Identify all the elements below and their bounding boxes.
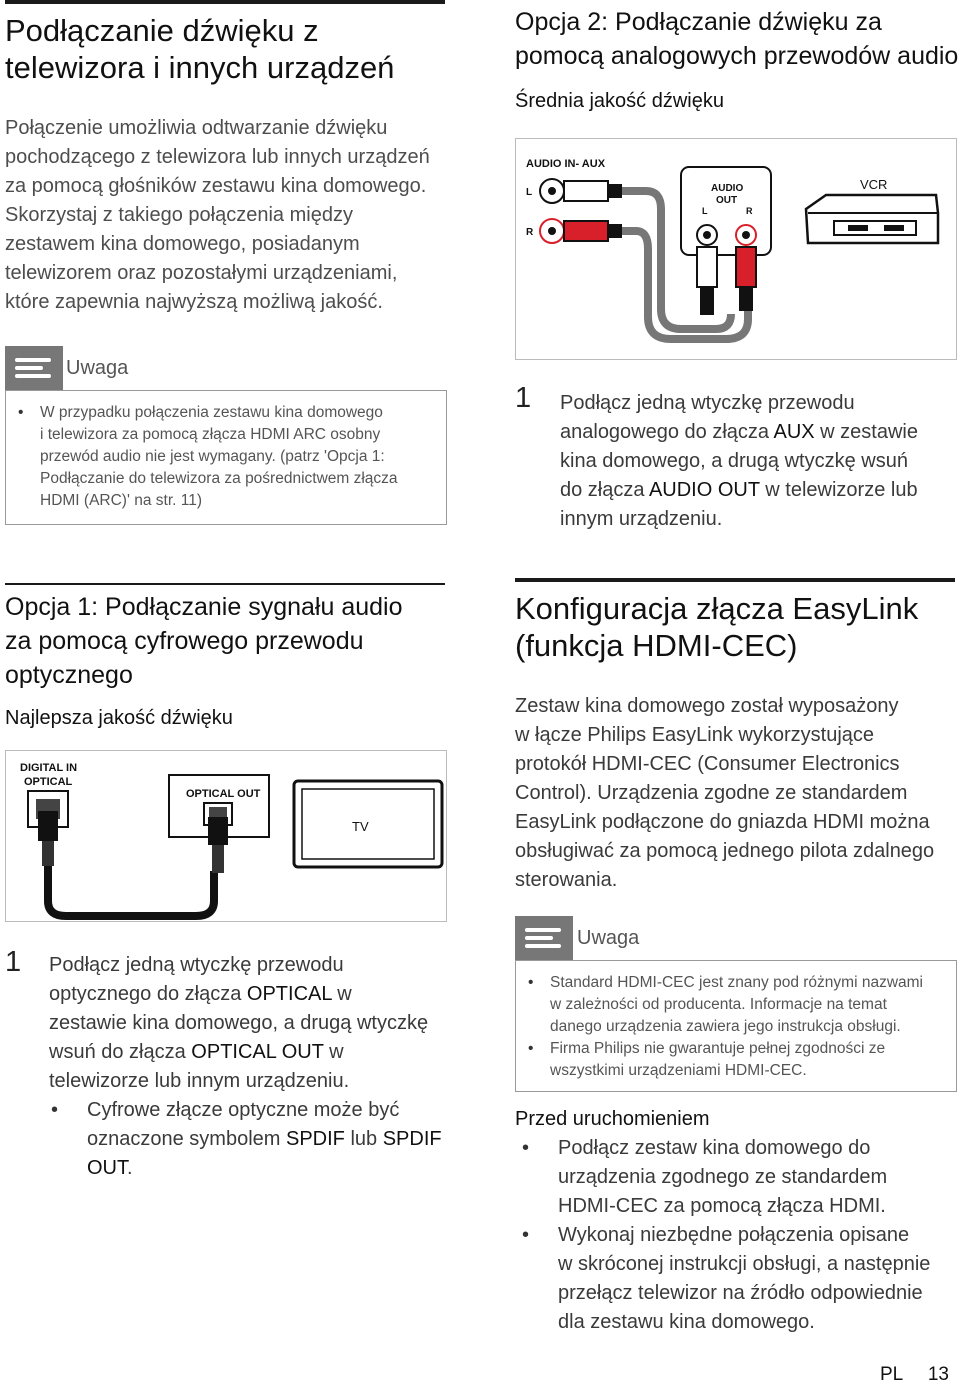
easylink-heading: Konfiguracja złącza EasyLink (funkcja HDMI-CEC): [515, 591, 919, 663]
svg-text:R: R: [746, 206, 753, 216]
optical-label: OPTICAL: [24, 776, 73, 788]
note-item: • Firma Philips nie gwarantuje pełnej zgodności ze wszystkimi urządzeniami HDMI-CEC.: [520, 1038, 950, 1082]
top-rule-left: [5, 0, 445, 4]
intro-paragraph: Połączenie umożliwia odtwarzanie dźwięku pochodzącego z telewizora lub innych urządzeń za pomocą głośników zestawu kina domowego. Skorzystaj z takiego połączenia między zestawem kina domowego, posiadanym telewizorem oraz pozostałymi urządzeniami, które zapewnia najwyższą możliwą jakość.: [5, 117, 430, 313]
option1-heading: Opcja 1: Podłączanie sygnału audio za pomocą cyfrowego przewodu optycznego: [5, 593, 403, 689]
audio-in-aux-label: AUDIO IN- AUX: [526, 158, 606, 170]
rca-plug-red-right: [736, 247, 756, 287]
option2-step-text: Podłącz jedną wtyczkę przewodu analogowego do złącza AUX w zestawie kina domowego, a drugą wtyczkę wsuń do złącza AUDIO OUT w telewizorze lub innym urządzeniu.: [560, 392, 918, 530]
section-heading: Podłączanie dźwięku z telewizora i innych urządzeń: [5, 13, 395, 85]
note-list: [10, 402, 440, 512]
optical-connection-figure: [5, 750, 447, 922]
tv-label: TV: [352, 819, 369, 834]
audio-out-box: [681, 167, 771, 255]
sub-bullet: • Cyfrowe złącze optyczne może być oznaczone symbolem SPDIF lub SPDIF OUT.: [47, 1096, 449, 1183]
optical-cable: [48, 866, 214, 916]
note-item: • W przypadku połączenia zestawu kina domowego i telewizora za pomocą złącza HDMI ARC osobny przewód audio nie jest wymagany. (patrz 'Opcja 1: Podłączanie do telewizora za pośrednictwem złącza HDMI (ARC)' na str. 11): [10, 402, 440, 512]
optical-out-label: OPTICAL OUT: [186, 788, 261, 800]
note-title: Uwaga: [66, 357, 129, 379]
before-start-list: [518, 1134, 958, 1337]
step-number: 1: [515, 382, 532, 414]
note-item: • Standard HDMI-CEC jest znany pod różnymi nazwami w zależności od producenta. Informacje na temat danego urządzenia zawiera jego instrukcja obsługi.: [520, 972, 950, 1038]
list-item: • Wykonaj niezbędne połączenia opisane w skróconej instrukcji obsługi, a następnie przełącz telewizor na źródło odpowiednie dla zestawu kina domowego.: [518, 1221, 958, 1337]
note-icon: [5, 346, 63, 390]
language-code: PL: [880, 1364, 903, 1385]
optical-diagram: [6, 751, 446, 921]
vcr-label: VCR: [860, 177, 888, 192]
svg-text:R: R: [526, 227, 534, 238]
page-footer: [880, 1364, 949, 1386]
option2-heading: Opcja 2: Podłączanie dźwięku za pomocą analogowych przewodów audio: [515, 8, 959, 70]
before-start-heading: Przed uruchomieniem: [515, 1108, 710, 1130]
note-list: [520, 972, 950, 1082]
option1-quality: Najlepsza jakość dźwięku: [5, 707, 233, 729]
svg-text:L: L: [526, 187, 533, 198]
svg-text:AUDIO: AUDIO: [711, 183, 744, 194]
option1-step-text: Podłącz jedną wtyczkę przewodu optycznego do złącza OPTICAL w zestawie kina domowego, a drugą wtyczkę wsuń do złącza OPTICAL OUT w telewizorze lub innym urządzeniu. • Cyfrowe złącze optyczne może być oznaczone symbolem SPDIF lub SPDIF OUT.: [49, 951, 449, 1183]
svg-text:OUT: OUT: [716, 195, 738, 206]
list-item: • Podłącz zestaw kina domowego do urządzenia zgodnego ze standardem HDMI-CEC za pomocą złącza HDMI.: [518, 1134, 958, 1221]
option2-quality: Średnia jakość dźwięku: [515, 90, 724, 112]
digital-in-label: DIGITAL IN: [20, 762, 78, 774]
analog-diagram: [516, 139, 956, 359]
svg-text:L: L: [702, 206, 708, 216]
analog-connection-figure: [515, 138, 957, 360]
note-icon: [515, 916, 573, 960]
step-number: 1: [5, 946, 22, 978]
rca-plug-white-right: [697, 247, 717, 287]
easylink-rule: [515, 578, 955, 582]
page-number: 13: [927, 1364, 949, 1385]
note-title: Uwaga: [577, 927, 640, 949]
option1-rule: [5, 583, 445, 585]
rca-plug-red-left: [564, 221, 608, 241]
easylink-body: Zestaw kina domowego został wyposażony w łącze Philips EasyLink wykorzystujące protokół HDMI-CEC (Consumer Electronics Control). Urządzenia zgodne ze standardem EasyLink podłączone do gniazda HDMI można obsługiwać za pomocą jednego pilota zdalnego sterowania.: [515, 695, 935, 891]
rca-plug-white-left: [564, 181, 608, 201]
